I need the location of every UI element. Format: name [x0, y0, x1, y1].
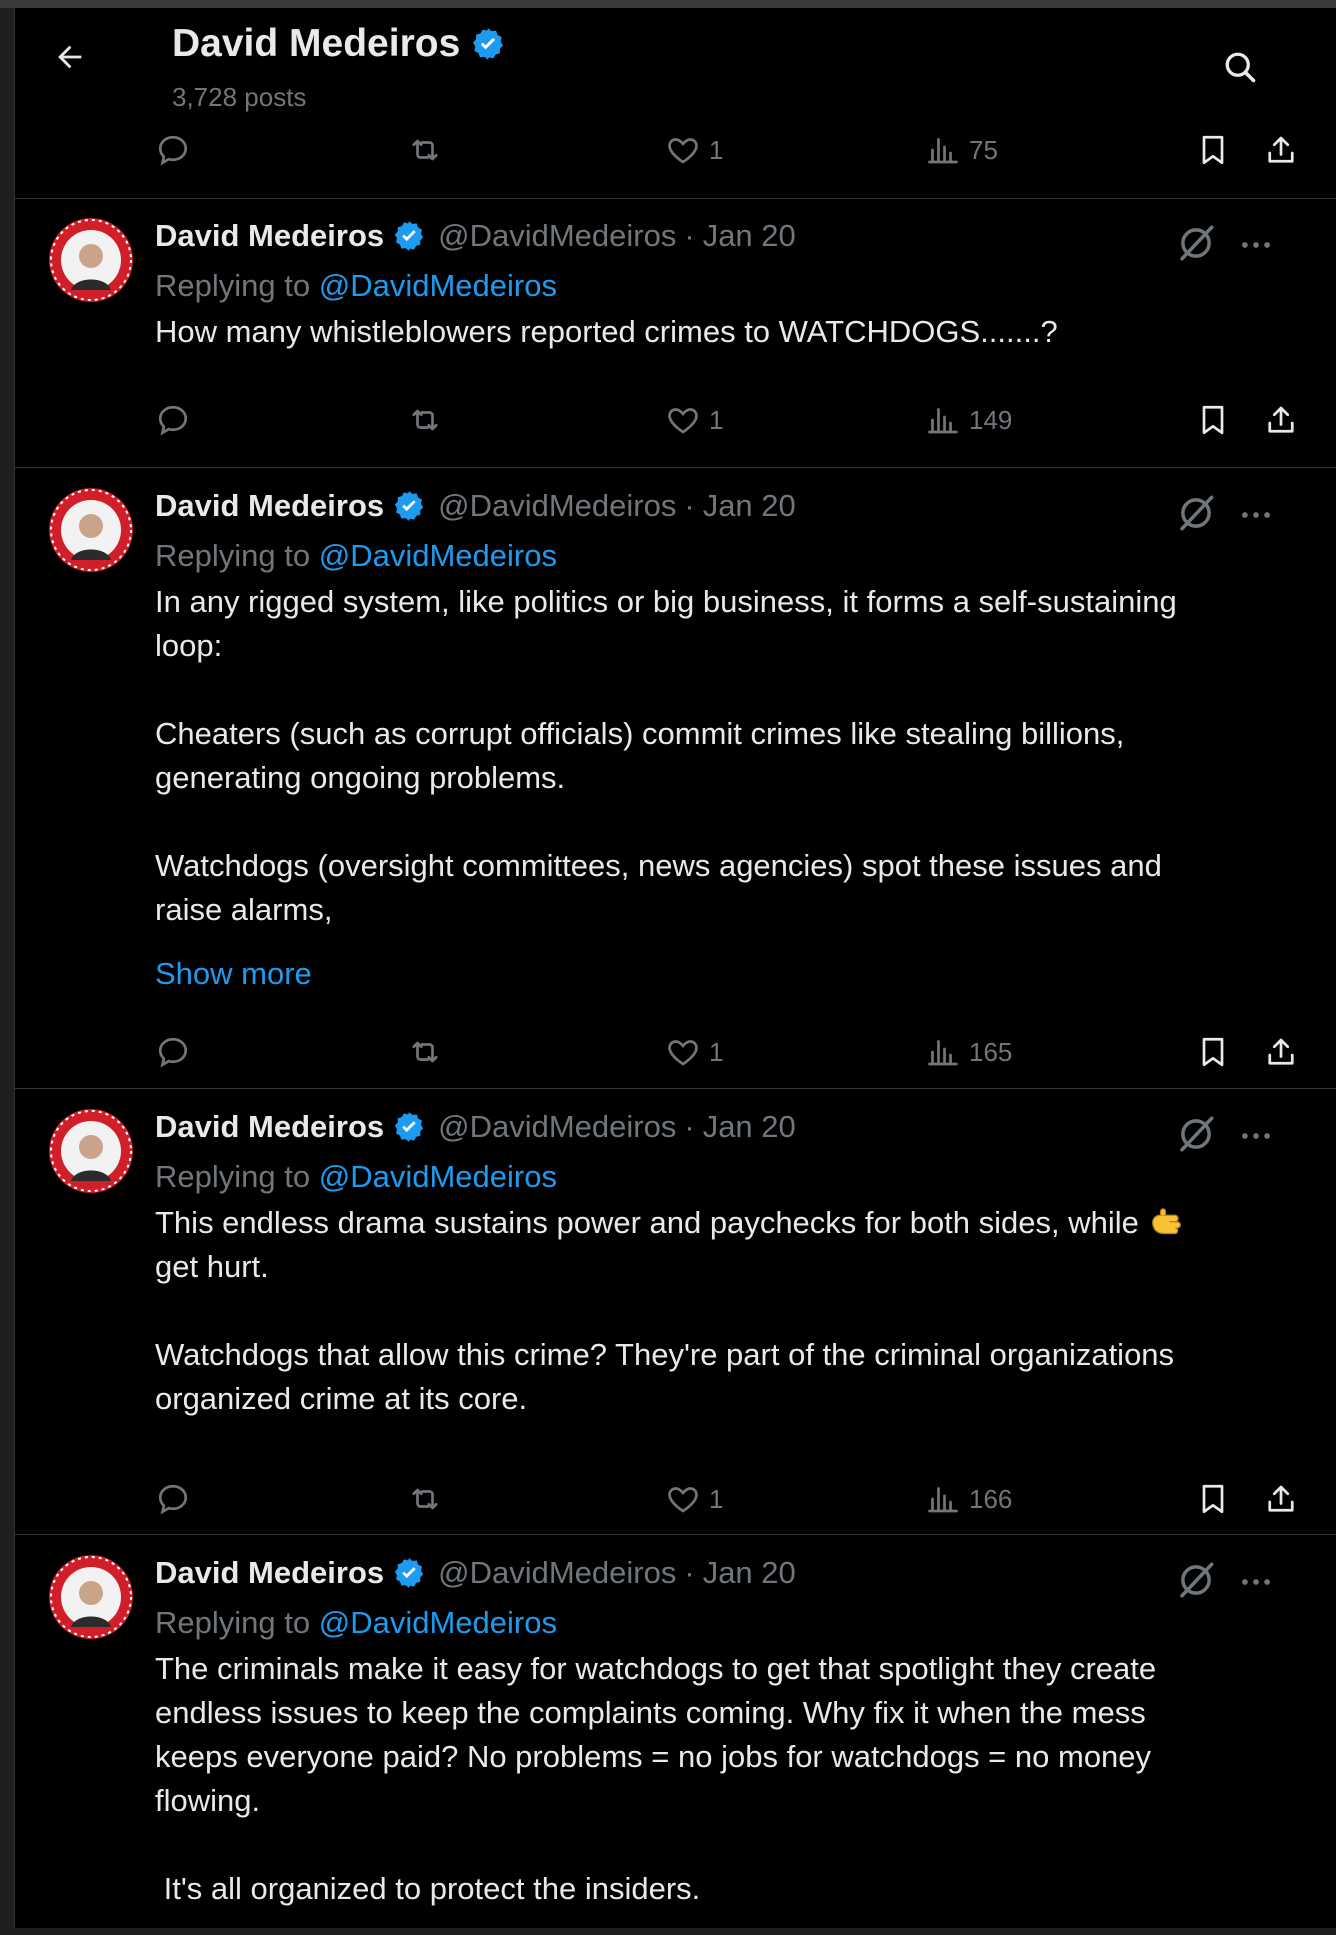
- retweet-button[interactable]: [407, 126, 443, 174]
- avatar[interactable]: [49, 1109, 133, 1193]
- tweet-actions: [15, 126, 1336, 174]
- reply-icon: [155, 132, 191, 168]
- reply-button[interactable]: [155, 1028, 191, 1076]
- share-button[interactable]: [1263, 1475, 1299, 1523]
- views-button[interactable]: [925, 1475, 1012, 1523]
- reply-icon: [155, 402, 191, 438]
- tweet-date[interactable]: Jan 20: [702, 1555, 796, 1590]
- view-count: 166: [969, 1483, 1013, 1514]
- grok-icon[interactable]: [1175, 222, 1217, 264]
- author-name[interactable]: David Medeiros: [155, 488, 385, 523]
- replying-prefix: Replying to: [155, 538, 319, 573]
- verified-badge-icon: [392, 219, 426, 253]
- tweet-header: [155, 1555, 796, 1591]
- tweet[interactable]: [15, 468, 1336, 1089]
- heart-icon: [665, 1034, 701, 1070]
- profile-header: [15, 8, 1336, 126]
- view-count: 165: [969, 1036, 1013, 1067]
- replying-to: [155, 268, 557, 304]
- avatar-image: [49, 1555, 133, 1639]
- like-count: 1: [709, 1483, 724, 1514]
- replying-to: [155, 538, 557, 574]
- tweet-actions: [15, 1475, 1336, 1523]
- view-count: 149: [969, 404, 1013, 435]
- replying-to: [155, 1159, 557, 1195]
- arrow-left-icon: [53, 40, 87, 74]
- bookmark-icon: [1195, 402, 1231, 438]
- analytics-icon: [925, 132, 961, 168]
- separator-dot: ·: [684, 488, 695, 523]
- more-icon[interactable]: [1237, 1563, 1275, 1601]
- like-button[interactable]: [665, 1475, 723, 1523]
- mention-link[interactable]: @DavidMedeiros: [318, 268, 557, 303]
- views-button[interactable]: [925, 396, 1012, 444]
- tweet-text-part: This endless drama sustains power and paychecks for both sides, while: [155, 1205, 1148, 1240]
- like-count: 1: [709, 1036, 724, 1067]
- tweet-text: The criminals make it easy for watchdogs to get that spotlight they create endless issues to keep the complaints coming. Why fix it when the mess keeps everyone paid? No problems = no jobs for watchdogs = no money flowing. It's all organized to protect the insiders.: [155, 1651, 1157, 1906]
- reply-button[interactable]: [155, 396, 191, 444]
- replying-prefix: Replying to: [155, 268, 319, 303]
- retweet-icon: [407, 132, 443, 168]
- like-count: 1: [709, 134, 724, 165]
- timeline-column: [14, 8, 1336, 1928]
- posts-count: 3,728 posts: [172, 82, 307, 112]
- tweet-date[interactable]: Jan 20: [702, 1109, 796, 1144]
- more-icon[interactable]: [1237, 226, 1275, 264]
- author-handle[interactable]: @DavidMedeiros: [438, 1109, 677, 1144]
- tweet-actions: [15, 396, 1336, 444]
- tweet-header: [155, 218, 796, 254]
- avatar-image: [49, 1109, 133, 1193]
- share-icon: [1263, 402, 1299, 438]
- like-button[interactable]: [665, 126, 723, 174]
- avatar[interactable]: [49, 1555, 133, 1639]
- retweet-icon: [407, 1481, 443, 1517]
- share-button[interactable]: [1263, 396, 1299, 444]
- share-icon: [1263, 132, 1299, 168]
- separator-dot: ·: [684, 218, 695, 253]
- tweet-text: How many whistleblowers reported crimes to WATCHDOGS.......?: [155, 314, 1058, 349]
- grok-icon[interactable]: [1175, 1113, 1217, 1155]
- tweet-header: [155, 1109, 796, 1145]
- bookmark-icon: [1195, 132, 1231, 168]
- retweet-button[interactable]: [407, 1475, 443, 1523]
- author-name[interactable]: David Medeiros: [155, 1555, 385, 1590]
- tweet-text: In any rigged system, like politics or big business, it forms a self-sustaining loop: Cheaters (such as corrupt officials) commit crimes like stealing billions, generating ongoing problems. Watchdogs (oversight committees, news agencies) spot these issues and raise alarms,: [155, 584, 1177, 927]
- share-button[interactable]: [1263, 1028, 1299, 1076]
- avatar-image: [49, 488, 133, 572]
- bookmark-button[interactable]: [1195, 396, 1231, 444]
- tweet-header: [155, 488, 796, 524]
- window-frame: [0, 0, 1336, 8]
- pointing-hand-emoji: [1148, 1201, 1186, 1239]
- more-icon[interactable]: [1237, 496, 1275, 534]
- mention-link[interactable]: @DavidMedeiros: [318, 538, 557, 573]
- retweet-icon: [407, 402, 443, 438]
- views-button[interactable]: [925, 1028, 1012, 1076]
- share-icon: [1263, 1481, 1299, 1517]
- share-icon: [1263, 1034, 1299, 1070]
- author-name[interactable]: David Medeiros: [155, 1109, 385, 1144]
- reply-button[interactable]: [155, 126, 191, 174]
- bookmark-button[interactable]: [1195, 1475, 1231, 1523]
- mention-link[interactable]: @DavidMedeiros: [318, 1605, 557, 1640]
- replying-to: [155, 1605, 557, 1641]
- reply-button[interactable]: [155, 1475, 191, 1523]
- replying-prefix: Replying to: [155, 1159, 319, 1194]
- share-button[interactable]: [1263, 126, 1299, 174]
- verified-badge-icon: [470, 26, 506, 62]
- author-handle[interactable]: @DavidMedeiros: [438, 488, 677, 523]
- avatar[interactable]: [49, 488, 133, 572]
- back-button[interactable]: [47, 34, 93, 80]
- search-icon: [1222, 49, 1258, 85]
- page-title: [172, 22, 506, 66]
- retweet-button[interactable]: [407, 1028, 443, 1076]
- author-handle[interactable]: @DavidMedeiros: [438, 1555, 677, 1590]
- tweet-text-part: get hurt. Watchdogs that allow this crime? They're part of the criminal organizations organized crime at its core.: [155, 1249, 1175, 1416]
- author-name[interactable]: David Medeiros: [155, 218, 385, 253]
- verified-badge-icon: [392, 489, 426, 523]
- separator-dot: ·: [684, 1109, 695, 1144]
- mention-link[interactable]: @DavidMedeiros: [318, 1159, 557, 1194]
- view-count: 75: [969, 134, 998, 165]
- like-count: 1: [709, 404, 724, 435]
- bookmark-button[interactable]: [1195, 126, 1231, 174]
- bookmark-icon: [1195, 1481, 1231, 1517]
- tweet-text: [155, 1201, 1285, 1421]
- grok-icon[interactable]: [1175, 492, 1217, 534]
- replying-prefix: Replying to: [155, 1605, 319, 1640]
- bookmark-icon: [1195, 1034, 1231, 1070]
- avatar[interactable]: [49, 218, 133, 302]
- views-button[interactable]: [925, 126, 998, 174]
- grok-icon[interactable]: [1175, 1559, 1217, 1601]
- analytics-icon: [925, 1034, 961, 1070]
- retweet-icon: [407, 1034, 443, 1070]
- tweet-actions: [15, 1028, 1336, 1076]
- more-icon[interactable]: [1237, 1117, 1275, 1155]
- like-button[interactable]: [665, 396, 723, 444]
- heart-icon: [665, 1481, 701, 1517]
- separator-dot: ·: [684, 1555, 695, 1590]
- tweet[interactable]: [15, 1535, 1336, 1935]
- verified-badge-icon: [392, 1556, 426, 1590]
- like-button[interactable]: [665, 1028, 723, 1076]
- tweet[interactable]: [15, 198, 1336, 468]
- heart-icon: [665, 402, 701, 438]
- analytics-icon: [925, 1481, 961, 1517]
- retweet-button[interactable]: [407, 396, 443, 444]
- analytics-icon: [925, 402, 961, 438]
- bookmark-button[interactable]: [1195, 1028, 1231, 1076]
- reply-icon: [155, 1034, 191, 1070]
- avatar-image: [49, 218, 133, 302]
- tweet-date[interactable]: Jan 20: [702, 218, 796, 253]
- reply-icon: [155, 1481, 191, 1517]
- search-button[interactable]: [1215, 42, 1265, 92]
- verified-badge-icon: [392, 1110, 426, 1144]
- show-more-link[interactable]: Show more: [155, 956, 312, 991]
- heart-icon: [665, 132, 701, 168]
- author-handle[interactable]: @DavidMedeiros: [438, 218, 677, 253]
- tweet-date[interactable]: Jan 20: [702, 488, 796, 523]
- header-name: David Medeiros: [172, 22, 461, 65]
- tweet[interactable]: [15, 1089, 1336, 1535]
